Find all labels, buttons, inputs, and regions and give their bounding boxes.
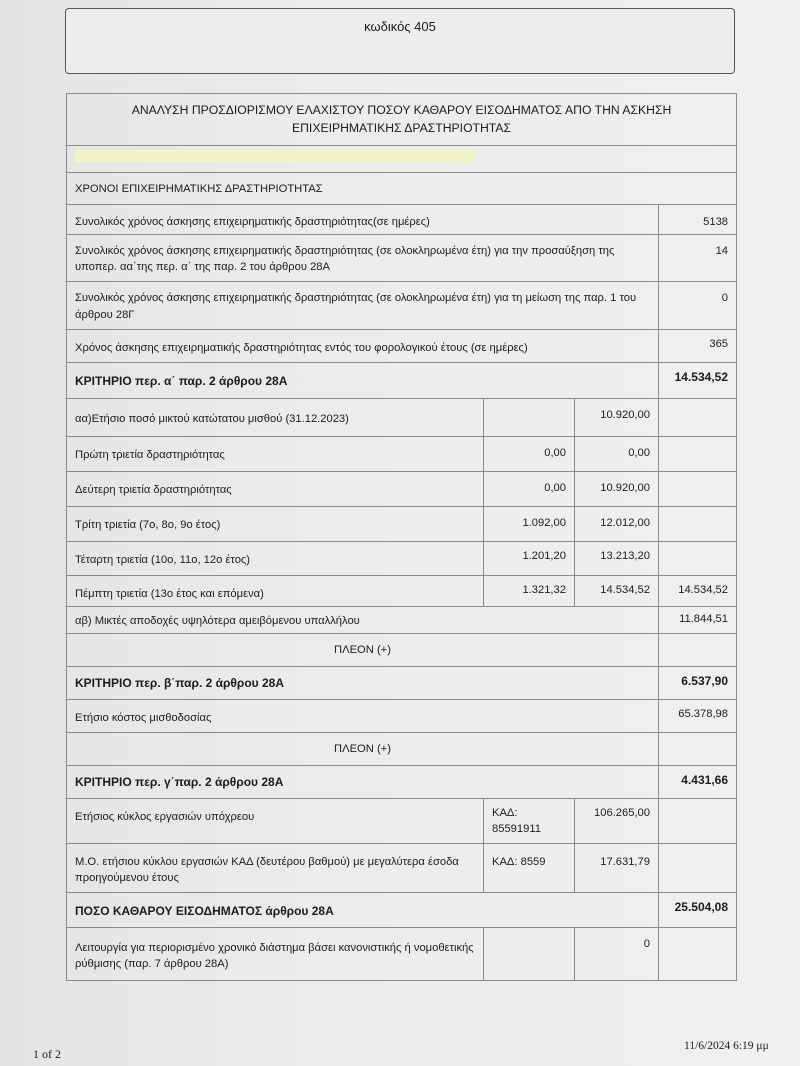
- table-row: [67, 204, 737, 234]
- row-label: Συνολικός χρόνος άσκησης επιχειρηματικής δραστηριότητας (σε ολοκληρωμένα έτη) για την προσαύξηση της υποπερ. αα΄της περ. α΄ της παρ. 2 του άρθρου 28Α: [67, 234, 659, 281]
- row-value: 0: [575, 927, 659, 980]
- row-label: Μ.Ο. ετήσιου κύκλου εργασιών ΚΑΔ (δευτέρου βαθμού) με μεγαλύτερα έσοδα προηγούμενου έτους: [67, 844, 484, 893]
- plus-row: [67, 634, 737, 667]
- criterion-b-row: [67, 667, 737, 699]
- row-label: Συνολικός χρόνος άσκησης επιχειρηματικής δραστηριότητας(σε ημέρες): [67, 204, 659, 234]
- row-amount: 14.534,52: [575, 575, 659, 606]
- row-value: 365: [659, 329, 737, 362]
- redacted-highlight: [75, 150, 475, 162]
- table-row: [67, 399, 737, 436]
- row-label: Τέταρτη τριετία (10ο, 11ο, 12ο έτος): [67, 542, 484, 575]
- table-row: [67, 606, 737, 633]
- section-row: [67, 173, 737, 204]
- row-amount: 10.920,00: [575, 471, 659, 506]
- row-amount: 13.213,20: [575, 542, 659, 575]
- table-row: [67, 699, 737, 732]
- row-value: 106.265,00: [575, 798, 659, 843]
- table-title: ΑΝΑΛΥΣΗ ΠΡΟΣΔΙΟΡΙΣΜΟΥ ΕΛΑΧΙΣΤΟΥ ΠΟΣΟΥ ΚΑΘΑΡΟΥ ΕΙΣΟΔΗΜΑΤΟΣ ΑΠΟ ΤΗΝ ΑΣΚΗΣΗ ΕΠΙΧΕΙΡΗΜΑΤΙΚΗΣ ΔΡΑΣΤΗΡΙΟΤΗΤΑΣ: [67, 94, 737, 146]
- row-amount: 12.012,00: [575, 507, 659, 542]
- analysis-table: [66, 93, 737, 981]
- row-total: 14.534,52: [659, 575, 737, 606]
- row-label: αα)Ετήσιο ποσό μικτού κατώτατου μισθού (31.12.2023): [67, 399, 484, 436]
- row-value: 14: [659, 234, 737, 281]
- criterion-a-label: ΚΡΙΤΗΡΙΟ περ. α΄ παρ. 2 άρθρου 28Α: [67, 363, 659, 399]
- row-label: αβ) Μικτές αποδοχές υψηλότερα αμειβόμενου υπαλλήλου: [67, 606, 659, 633]
- row-total: [659, 507, 737, 542]
- criterion-a-row: [67, 363, 737, 399]
- page-number: 1 of 2: [33, 1047, 61, 1061]
- row-value: 5138: [659, 204, 737, 234]
- table-row: [67, 844, 737, 893]
- table-row: [67, 234, 737, 281]
- row-increase: 1.201,20: [484, 542, 575, 575]
- net-income-row: [67, 893, 737, 927]
- taxpayer-row: [67, 146, 737, 173]
- print-datetime: 11/6/2024 6:19 μμ: [684, 1040, 769, 1052]
- row-increase: 0,00: [484, 436, 575, 471]
- table-row: [67, 927, 737, 980]
- section-years-heading: ΧΡΟΝΟΙ ΕΠΙΧΕΙΡΗΜΑΤΙΚΗΣ ΔΡΑΣΤΗΡΙΟΤΗΤΑΣ: [67, 173, 737, 204]
- criterion-c-row: [67, 766, 737, 798]
- plus-row: [67, 732, 737, 765]
- row-increase: 1.321,32: [484, 575, 575, 606]
- net-income-value: 25.504,08: [659, 893, 737, 927]
- row-label: Τρίτη τριετία (7ο, 8ο, 9ο έτος): [67, 507, 484, 542]
- table-row: [67, 436, 737, 471]
- criterion-c-value: 4.431,66: [659, 766, 737, 798]
- title-row: [67, 94, 737, 146]
- row-label: Χρόνος άσκησης επιχειρηματικής δραστηριότητας εντός του φορολογικού έτους (σε ημέρες): [67, 329, 659, 362]
- row-label: Ετήσιο κόστος μισθοδοσίας: [67, 699, 659, 732]
- row-total: [659, 436, 737, 471]
- row-total: [659, 542, 737, 575]
- criterion-a-value: 14.534,52: [659, 363, 737, 399]
- criterion-c-label: ΚΡΙΤΗΡΙΟ περ. γ΄παρ. 2 άρθρου 28Α: [67, 766, 659, 798]
- form-code-box: [65, 8, 735, 74]
- row-kad: ΚΑΔ: 85591911: [484, 798, 575, 843]
- row-label: Λειτουργία για περιορισμένο χρονικό διάστημα βάσει κανονιστικής ή νομοθετικής ρύθμισης (παρ. 7 άρθρου 28Α): [67, 927, 484, 980]
- plus-label: ΠΛΕΟΝ (+): [67, 732, 659, 765]
- form-code: κωδικός 405: [364, 19, 436, 34]
- row-value: 10.920,00: [575, 399, 659, 436]
- net-income-label: ΠΟΣΟ ΚΑΘΑΡΟΥ ΕΙΣΟΔΗΜΑΤΟΣ άρθρου 28Α: [67, 893, 659, 927]
- table-row: [67, 575, 737, 606]
- row-amount: 0,00: [575, 436, 659, 471]
- table-row: [67, 507, 737, 542]
- row-value: 17.631,79: [575, 844, 659, 893]
- table-row: [67, 329, 737, 362]
- row-increase: 0,00: [484, 471, 575, 506]
- table-row: [67, 471, 737, 506]
- row-total: [659, 471, 737, 506]
- row-kad: ΚΑΔ: 8559: [484, 844, 575, 893]
- table-row: [67, 798, 737, 843]
- row-value: 65.378,98: [659, 699, 737, 732]
- table-row: [67, 542, 737, 575]
- row-label: Συνολικός χρόνος άσκησης επιχειρηματικής δραστηριότητας (σε ολοκληρωμένα έτη) για τη μείωση της παρ. 1 του άρθρου 28Γ: [67, 282, 659, 329]
- row-label: Δεύτερη τριετία δραστηριότητας: [67, 471, 484, 506]
- row-label: Πρώτη τριετία δραστηριότητας: [67, 436, 484, 471]
- table-row: [67, 282, 737, 329]
- plus-label: ΠΛΕΟΝ (+): [67, 634, 659, 667]
- row-label: Ετήσιος κύκλος εργασιών υπόχρεου: [67, 798, 484, 843]
- criterion-b-label: ΚΡΙΤΗΡΙΟ περ. β΄παρ. 2 άρθρου 28Α: [67, 667, 659, 699]
- criterion-b-value: 6.537,90: [659, 667, 737, 699]
- row-label: Πέμπτη τριετία (13ο έτος και επόμενα): [67, 575, 484, 606]
- row-value: 0: [659, 282, 737, 329]
- row-value: 11.844,51: [659, 606, 737, 633]
- row-increase: 1.092,00: [484, 507, 575, 542]
